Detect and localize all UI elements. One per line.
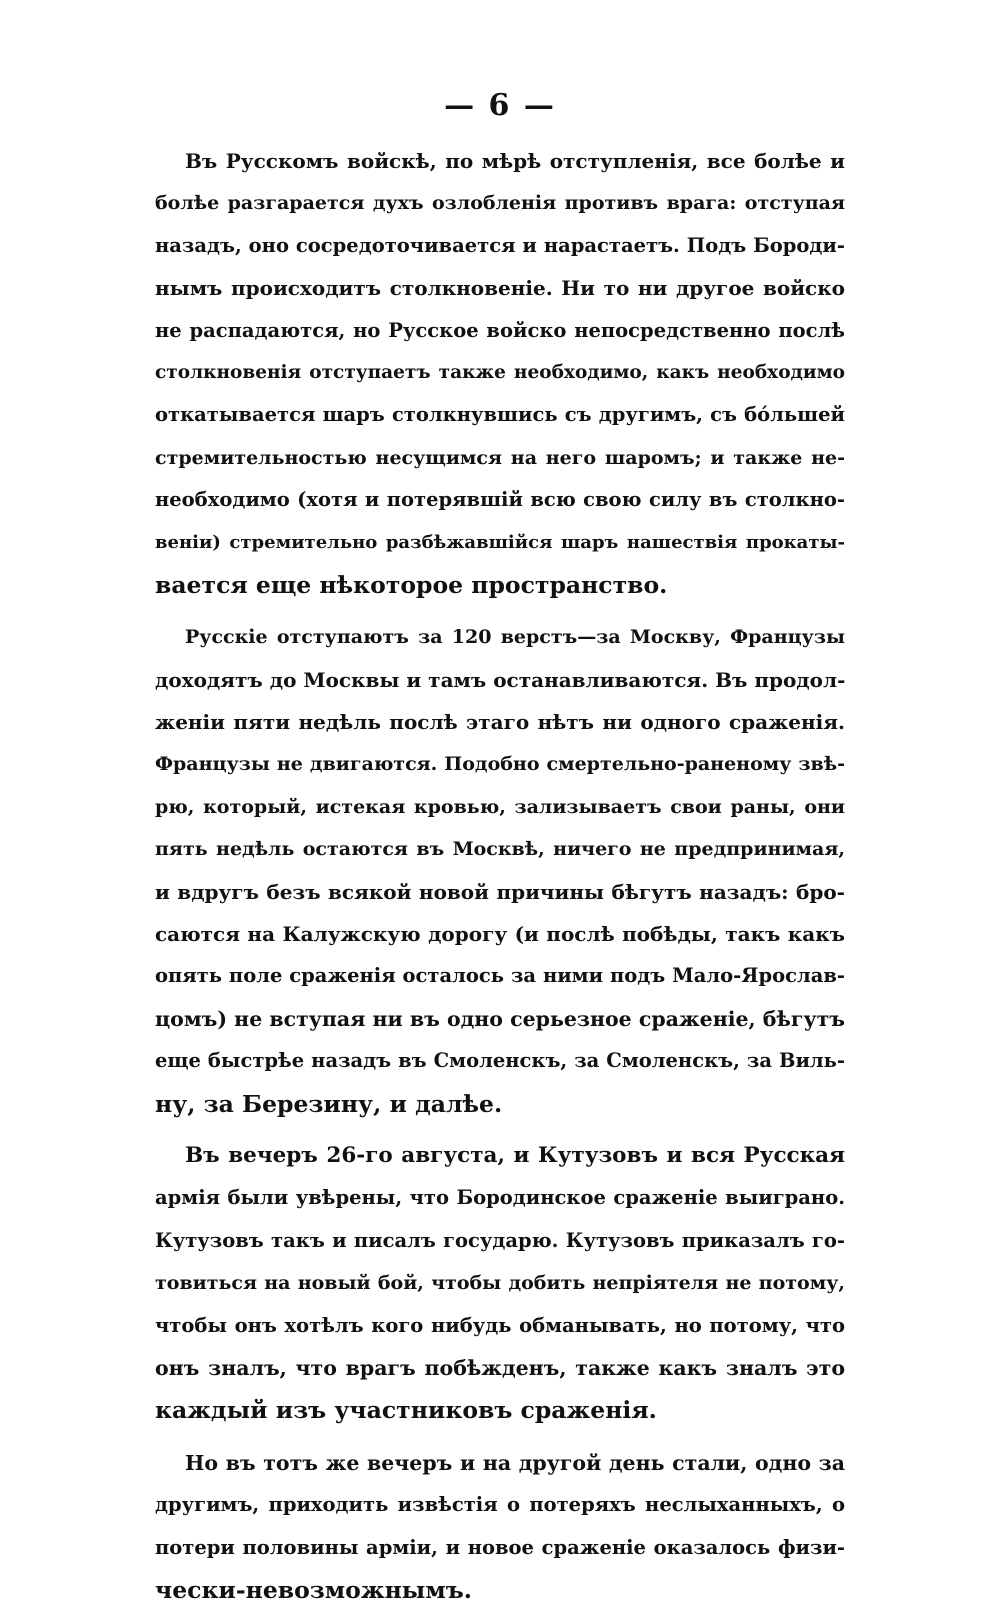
text-line: саются на Калужскую дорогу (и послѣ побѣды, такъ какъ — [155, 922, 845, 947]
text-line: Русскіе отступаютъ за 120 верстъ—за Москву, Французы — [185, 626, 845, 649]
text-line: веніи) стремительно разбѣжавшійся шаръ нашествія прокаты- — [155, 531, 845, 553]
text-line: стремительностью несущимся на него шаромъ; и также не- — [155, 446, 845, 469]
text-line: еще быстрѣе назадъ въ Смоленскъ, за Смоленскъ, за Виль- — [155, 1049, 845, 1073]
paragraph-gap — [155, 1125, 845, 1135]
paragraph — [155, 1135, 845, 1432]
paragraph — [155, 140, 845, 606]
text-line: онъ зналъ, что врагъ побѣжденъ, также какъ зналъ это — [155, 1355, 845, 1380]
page-number: — 6 — — [444, 88, 556, 123]
text-line: армія были увѣрены, что Бородинское сраженіе выиграно. — [155, 1186, 845, 1210]
text-line: не распадаются, но Русское войско непосредственно послѣ — [155, 318, 845, 342]
text-line: рю, который, истекая кровью, зализываетъ свои раны, они — [155, 795, 845, 818]
text-line: доходятъ до Москвы и тамъ останавливаются. Въ продол- — [155, 667, 845, 692]
text-line: цомъ) не вступая ни въ одно серьезное сраженіе, бѣгутъ — [155, 1006, 845, 1031]
text-line: болѣе разгарается духъ озлобленія противъ врага: отступая — [155, 192, 845, 215]
body-text — [155, 140, 845, 1611]
text-line: необходимо (хотя и потерявшій всю свою силу въ столкно- — [155, 488, 845, 512]
text-line: вается еще нѣкоторое пространство. — [155, 570, 668, 599]
text-line: столкновенія отступаетъ также необходимо, какъ необходимо — [155, 361, 845, 383]
text-line: другимъ, приходить извѣстія о потеряхъ неслыханныхъ, о — [155, 1493, 845, 1517]
text-line: потери половины арміи, и новое сраженіе оказалось физи- — [155, 1535, 845, 1559]
text-line: чески-невозможнымъ. — [155, 1575, 472, 1604]
text-line: пять недѣль остаются въ Москвѣ, ничего не предпринимая, — [155, 838, 845, 861]
text-line: назадъ, оно сосредоточивается и нарастаетъ. Подъ Бороди- — [155, 233, 845, 257]
text-line: Но въ тотъ же вечеръ и на другой день стали, одно за — [185, 1450, 845, 1475]
text-line: Въ вечеръ 26-го августа, и Кутузовъ и вся Русская — [185, 1142, 845, 1168]
text-line: каждый изъ участниковъ сраженія. — [155, 1396, 657, 1425]
text-line: ну, за Березину, и далѣе. — [155, 1089, 503, 1118]
paragraph-gap — [155, 1432, 845, 1442]
text-line: Французы не двигаются. Подобно смертельно-раненому звѣ- — [155, 753, 845, 776]
text-line: товиться на новый бой, чтобы добить непріятеля не потому, — [155, 1272, 845, 1295]
text-line: опять поле сраженія осталось за ними подъ Мало-Ярослав- — [155, 964, 845, 988]
text-line: нымъ происходитъ столкновеніе. Ни то ни другое войско — [155, 276, 845, 301]
text-line: Въ Русскомъ войскѣ, по мѣрѣ отступленія, все болѣе и — [185, 149, 845, 173]
paragraph-gap — [155, 606, 845, 616]
text-line: и вдругъ безъ всякой новой причины бѣгутъ назадъ: бро- — [155, 879, 845, 904]
text-line: откатывается шаръ столкнувшись съ другимъ, съ бо́льшей — [155, 403, 845, 427]
paragraph — [155, 1442, 845, 1611]
text-line: Кутузовъ такъ и писалъ государю. Кутузовъ приказалъ го- — [155, 1228, 845, 1252]
text-line: женіи пяти недѣль послѣ этаго нѣтъ ни одного сраженія. — [155, 710, 845, 735]
paragraph — [155, 616, 845, 1125]
text-line: чтобы онъ хотѣлъ кого нибудь обманывать, но потому, что — [155, 1313, 845, 1337]
